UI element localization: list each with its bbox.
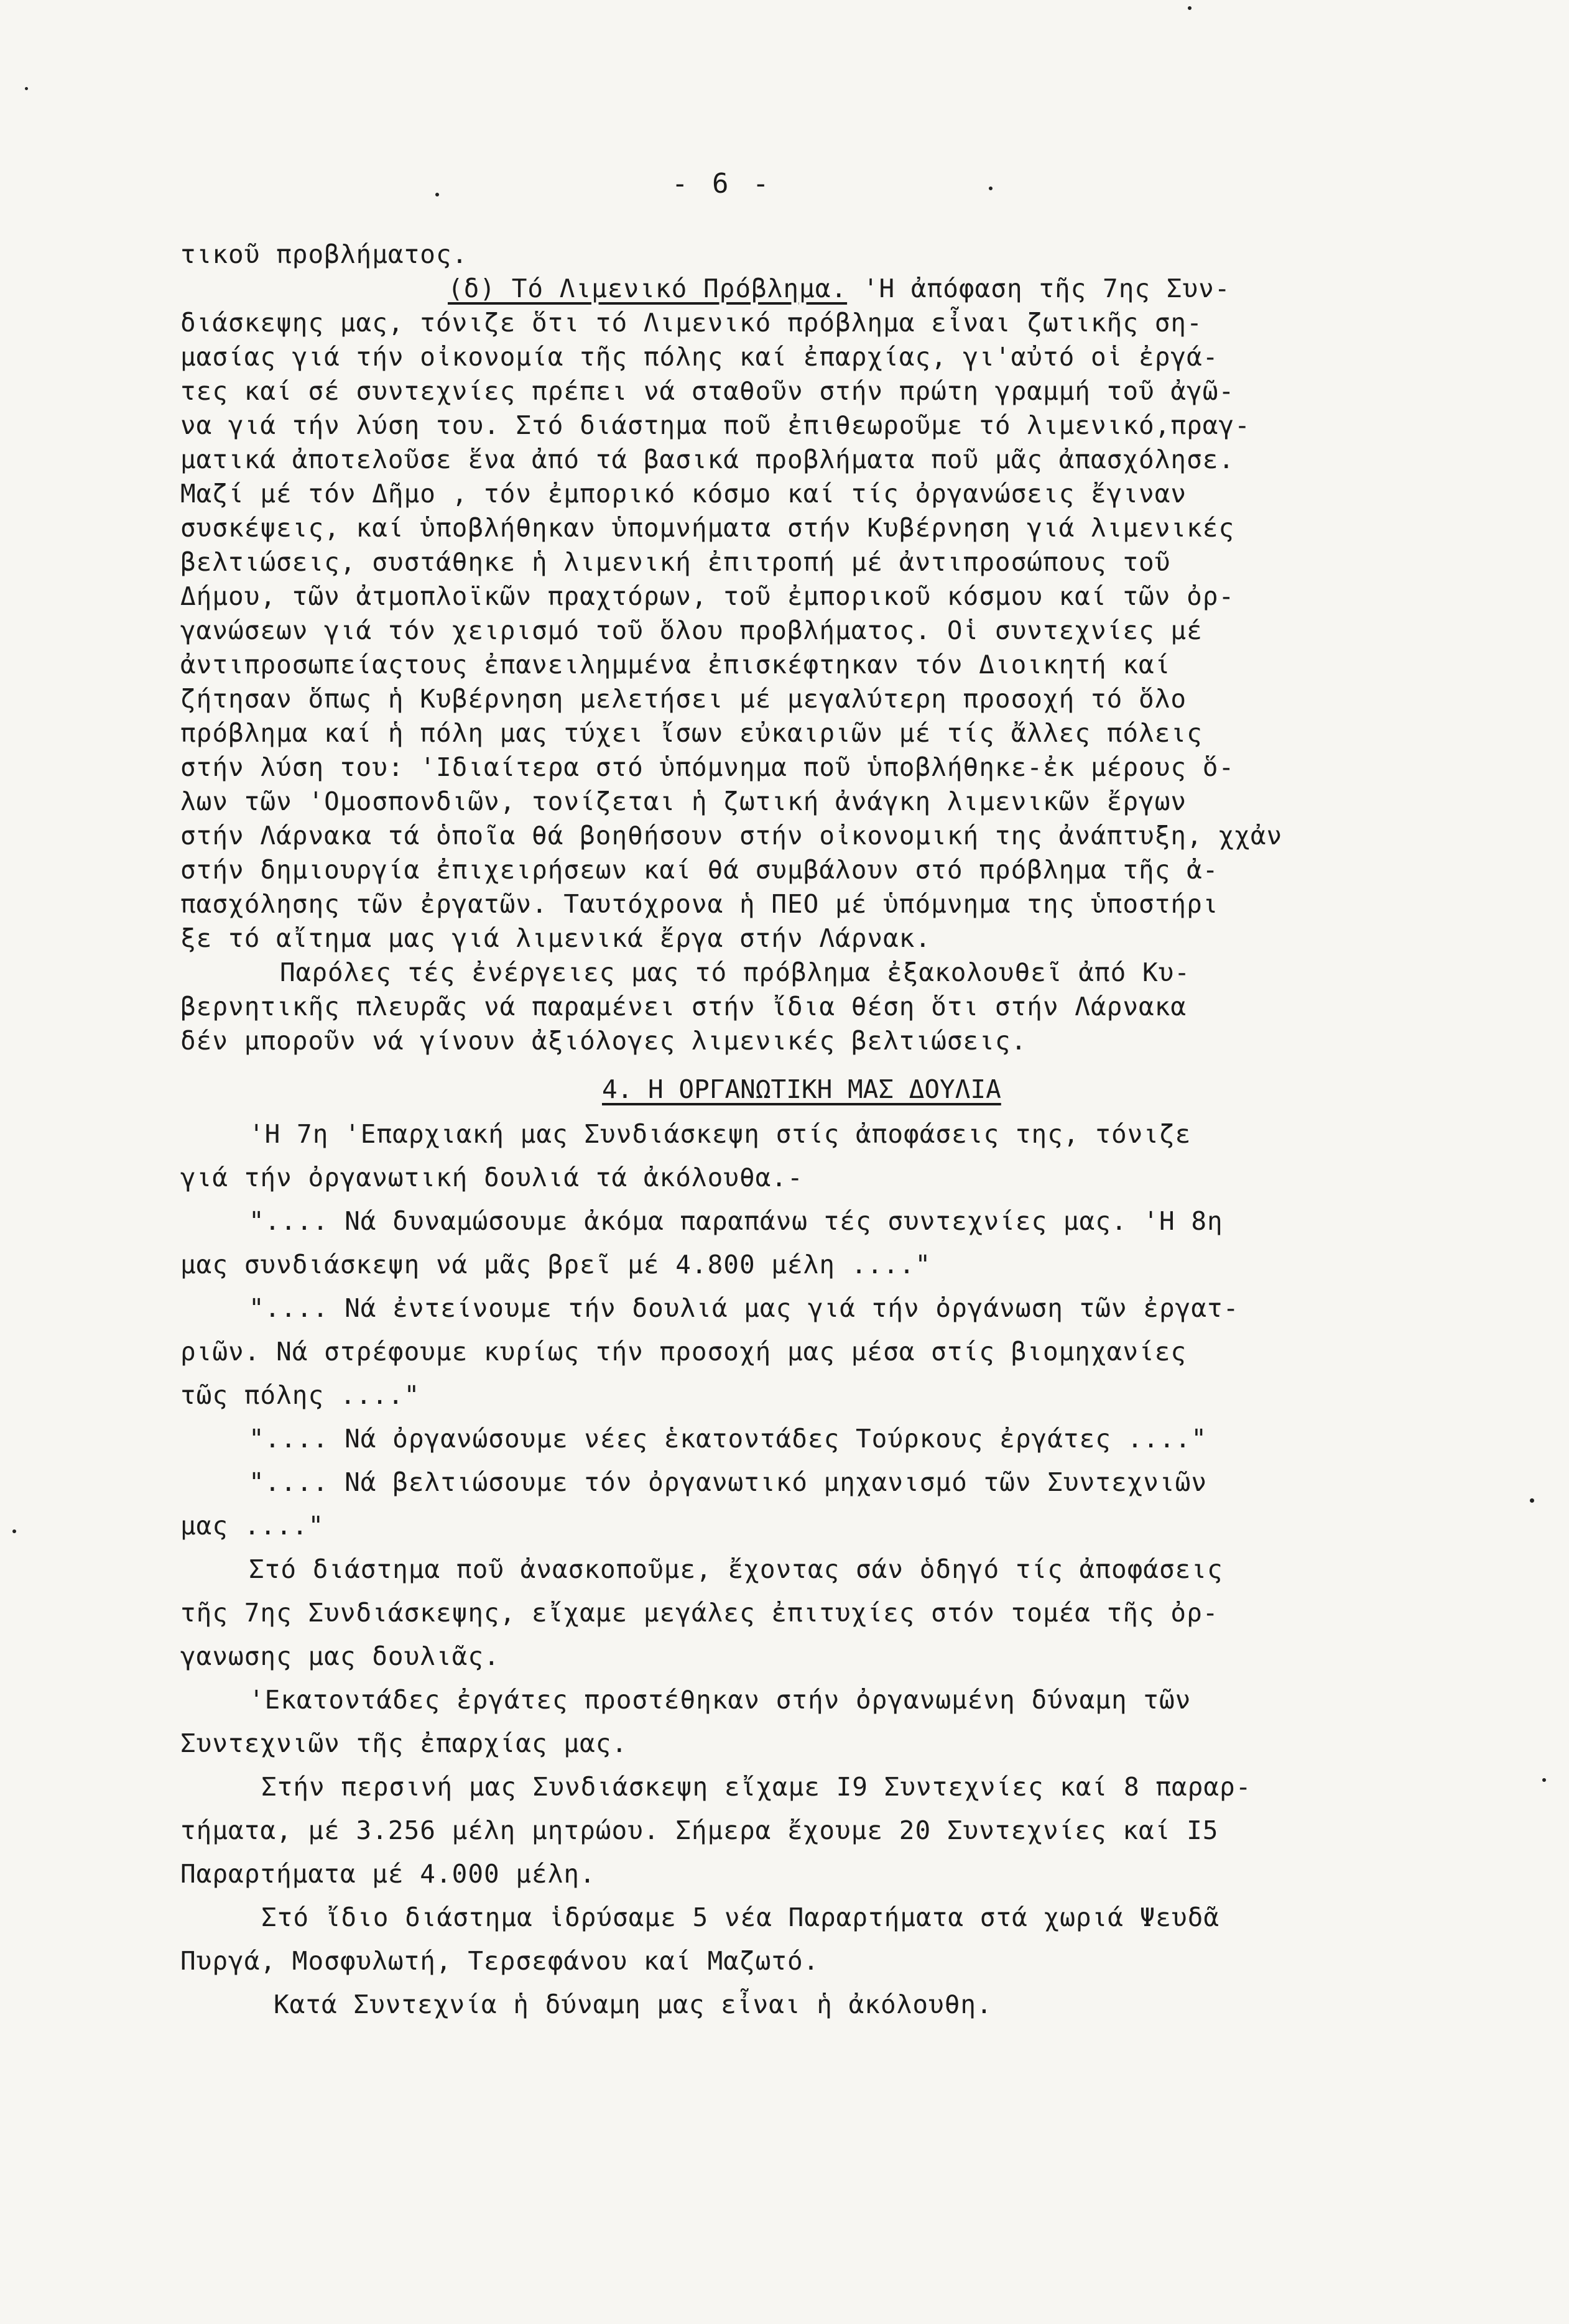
text-line-content: τες καί σέ συντεχνίες πρέπει νά σταθοῦν στήν πρώτη γραμμή τοῦ ἀγῶ-	[180, 376, 1235, 406]
text-line-content: Παραρτήματα μέ 4.000 μέλη.	[180, 1859, 596, 1889]
text-line-content: βελτιώσεις, συστάθηκε ἡ λιμενική ἐπιτροπή μέ ἀντιπροσώπους τοῦ	[180, 547, 1171, 577]
text-line-content: 'Η 7η 'Επαρχιακή μας Συνδιάσκεψη στίς ἀποφάσεις της, τόνιζε	[249, 1119, 1192, 1149]
text-line-content: ".... Νά ὀργανώσουμε νέες ἑκατοντάδες Τούρκους ἐργάτες ...."	[249, 1424, 1208, 1454]
scan-speck	[1188, 6, 1192, 10]
text-line	[180, 855, 1218, 885]
text-line	[249, 1293, 1239, 1323]
text-line-content: ματικά ἀποτελοῦσε ἕνα ἀπό τά βασικά προβλήματα ποῦ μᾶς ἀπασχόλησε.	[180, 445, 1235, 474]
text-line-content: 'Εκατοντάδες ἐργάτες προστέθηκαν στήν ὀργανωμένη δύναμη τῶν	[249, 1685, 1192, 1715]
text-line-content: ".... Νά δυναμώσουμε ἀκόμα παραπάνω τές συντεχνίες μας. 'Η 8η	[249, 1206, 1223, 1236]
text-line-content: ζήτησαν ὅπως ἡ Κυβέρνηση μελετήσει μέ μεγαλύτερη προσοχή τό ὅλο	[180, 684, 1187, 714]
text-line-content: Συντεχνιῶν τῆς ἐπαρχίας μας.	[180, 1728, 628, 1758]
text-line	[180, 1163, 803, 1192]
text-line-content: μασίας γιά τήν οἰκονομία τῆς πόλης καί ἐπαρχίας, γι'αὐτό οἱ ἐργά-	[180, 342, 1219, 372]
text-line	[180, 1859, 596, 1889]
text-line	[249, 1554, 1223, 1584]
text-line-content: τικοῦ προβλήματος.	[180, 239, 468, 269]
text-line-content: λων τῶν 'Ομοσπονδιῶν, τονίζεται ἡ ζωτική ἀνάγκη λιμενικῶν ἔργων	[180, 786, 1187, 816]
text-line-content: γιά τήν ὀργανωτική δουλιά τά ἀκόλουθα.-	[180, 1163, 803, 1192]
text-line-content: Στό ἴδιο διάστημα ἱδρύσαμε 5 νέα Παραρτήματα στά χωριά Ψευδᾶ	[261, 1902, 1220, 1932]
text-line	[180, 445, 1234, 474]
text-line	[180, 889, 1218, 919]
text-line	[180, 1511, 324, 1541]
text-line	[180, 1728, 627, 1758]
text-line-content: Στήν περσινή μας Συνδιάσκεψη εἴχαμε Ι9 Συντεχνίες καί 8 παραρ-	[261, 1772, 1252, 1802]
text-line-content: στήν λύση του: 'Ιδιαίτερα στό ὑπόμνημα ποῦ ὑποβλήθηκε-ἐκ μέρους ὅ-	[180, 752, 1235, 782]
scan-speck	[12, 1529, 16, 1533]
text-line	[180, 786, 1187, 816]
text-line-content: μας συνδιάσκεψη νά μᾶς βρεῖ μέ 4.800 μέλη ...."	[180, 1250, 932, 1280]
text-line	[180, 718, 1203, 748]
scan-speck	[25, 87, 28, 90]
text-line-content: Στό διάστημα ποῦ ἀνασκοποῦμε, ἔχοντας σάν ὁδηγό τίς ἀποφάσεις	[249, 1554, 1223, 1584]
text-line-content: τῆς 7ης Συνδιάσκεψης, εἴχαμε μεγάλες ἐπιτυχίες στόν τομέα τῆς ὀρ-	[180, 1598, 1219, 1628]
text-line-content: Πυργά, Μοσφυλωτή, Τερσεφάνου καί Μαζωτό.	[180, 1946, 820, 1976]
text-line	[180, 752, 1234, 782]
text-line-content: να γιά τήν λύση του. Στό διάστημα ποῦ ἐπιθεωροῦμε τό λιμενικό,πραγ-	[180, 410, 1251, 440]
text-line	[448, 274, 1231, 303]
text-line	[180, 1946, 819, 1976]
text-line-content: διάσκεψης μας, τόνιζε ὅτι τό Λιμενικό πρόβλημα εἶναι ζωτικῆς ση-	[180, 308, 1203, 338]
text-line-content: γανωσης μας δουλιᾶς.	[180, 1641, 500, 1671]
text-line	[180, 923, 931, 953]
text-line-content: Κατά Συντεχνία ἡ δύναμη μας εἶναι ἡ ἀκόλουθη.	[274, 1990, 993, 2019]
section-heading: 4. Η ΟΡΓΑΝΩΤΙΚΗ ΜΑΣ ΔΟΥΛΙΑ	[602, 1074, 1001, 1104]
text-line	[180, 547, 1170, 577]
text-line	[180, 1026, 1027, 1056]
text-line-content: πασχόλησης τῶν ἐργατῶν. Ταυτόχρονα ἡ ΠΕΟ μέ ὑπόμνημα της ὑποστήρι	[180, 889, 1219, 919]
text-line	[261, 1772, 1251, 1802]
text-line	[249, 1206, 1223, 1236]
text-line-content: ξε τό αἴτημα μας γιά λιμενικά ἔργα στήν Λάρνακ.	[180, 923, 932, 953]
text-line	[274, 1990, 993, 2019]
text-line	[180, 1380, 420, 1410]
text-line-content: τῶς πόλης ...."	[180, 1380, 420, 1410]
text-line-content: συσκέψεις, καί ὑποβλήθηκαν ὑπομνήματα στήν Κυβέρνηση γιά λιμενικές	[180, 513, 1235, 543]
text-line	[249, 1685, 1191, 1715]
scan-speck	[989, 187, 993, 190]
text-line	[180, 581, 1234, 611]
text-line	[261, 1902, 1220, 1932]
scan-speck	[1542, 1778, 1546, 1782]
text-line-content: ἀντιπροσωπείαςτους ἐπανειλημμένα ἐπισκέφτηκαν τόν Διοικητή καί	[180, 650, 1171, 680]
text-line	[180, 821, 1282, 851]
text-line	[180, 650, 1170, 680]
scan-speck	[435, 193, 439, 196]
text-line	[180, 1641, 500, 1671]
text-line-content: στήν δημιουργία ἐπιχειρήσεων καί θά συμβάλουν στό πρόβλημα τῆς ἀ-	[180, 855, 1219, 885]
text-line-content: Μαζί μέ τόν Δῆμο , τόν ἐμπορικό κόσμο καί τίς ὀργανώσεις ἔγιναν	[180, 479, 1187, 509]
text-line-content: Παρόλες τές ἐνέργειες μας τό πρόβλημα ἐξακολουθεῖ ἀπό Κυ-	[280, 957, 1190, 987]
text-line-suffix: 'Η ἀπόφαση τῆς 7ης Συν-	[847, 274, 1231, 303]
text-line	[180, 239, 468, 269]
text-line	[180, 1250, 931, 1280]
text-line-content: (δ) Τό Λιμενικό Πρόβλημα.	[448, 274, 848, 303]
text-line-content: γανώσεων γιά τόν χειρισμό τοῦ ὅλου προβλήματος. Οἱ συντεχνίες μέ	[180, 616, 1203, 645]
text-line-content: δέν μποροῦν νά γίνουν ἀξιόλογες λιμενικές βελτιώσεις.	[180, 1026, 1027, 1056]
text-line	[249, 1467, 1207, 1497]
text-line-content: ριῶν. Νά στρέφουμε κυρίως τήν προσοχή μας μέσα στίς βιομηχανίες	[180, 1337, 1187, 1367]
text-line-content: βερνητικῆς πλευρᾶς νά παραμένει στήν ἴδια θέση ὅτι στήν Λάρνακα	[180, 992, 1187, 1021]
text-line	[249, 1119, 1191, 1149]
text-line	[180, 342, 1218, 372]
text-line	[180, 1815, 1218, 1845]
text-line	[180, 308, 1203, 338]
text-line	[180, 479, 1187, 509]
text-line	[280, 957, 1190, 987]
text-line	[180, 684, 1187, 714]
text-line	[180, 513, 1234, 543]
text-line	[249, 1424, 1207, 1454]
text-line-content: τήματα, μέ 3.256 μέλη μητρώου. Σήμερα ἔχουμε 20 Συντεχνίες καί Ι5	[180, 1815, 1219, 1845]
text-line-content: πρόβλημα καί ἡ πόλη μας τύχει ἴσων εὐκαιριῶν μέ τίς ἄλλες πόλεις	[180, 718, 1203, 748]
text-line-content: ".... Νά βελτιώσουμε τόν ὀργανωτικό μηχανισμό τῶν Συντεχνιῶν	[249, 1467, 1208, 1497]
text-line	[180, 1337, 1187, 1367]
text-line-content: μας ...."	[180, 1511, 325, 1541]
text-line	[180, 376, 1234, 406]
text-line	[180, 616, 1203, 645]
text-line	[180, 410, 1251, 440]
text-line-content: στήν Λάρνακα τά ὁποῖα θά βοηθήσουν στήν οἰκονομική της ἀνάπτυξη, χχἀν	[180, 821, 1283, 851]
text-line	[180, 992, 1187, 1021]
text-line-content: ".... Νά ἐντείνουμε τήν δουλιά μας γιά τήν ὀργάνωση τῶν ἐργατ-	[249, 1293, 1239, 1323]
text-line	[180, 1598, 1218, 1628]
scan-speck	[1530, 1498, 1534, 1503]
page-number: - 6 -	[672, 168, 773, 200]
text-line-content: Δήμου, τῶν ἀτμοπλοϊκῶν πραχτόρων, τοῦ ἐμπορικοῦ κόσμου καί τῶν ὀρ-	[180, 581, 1235, 611]
